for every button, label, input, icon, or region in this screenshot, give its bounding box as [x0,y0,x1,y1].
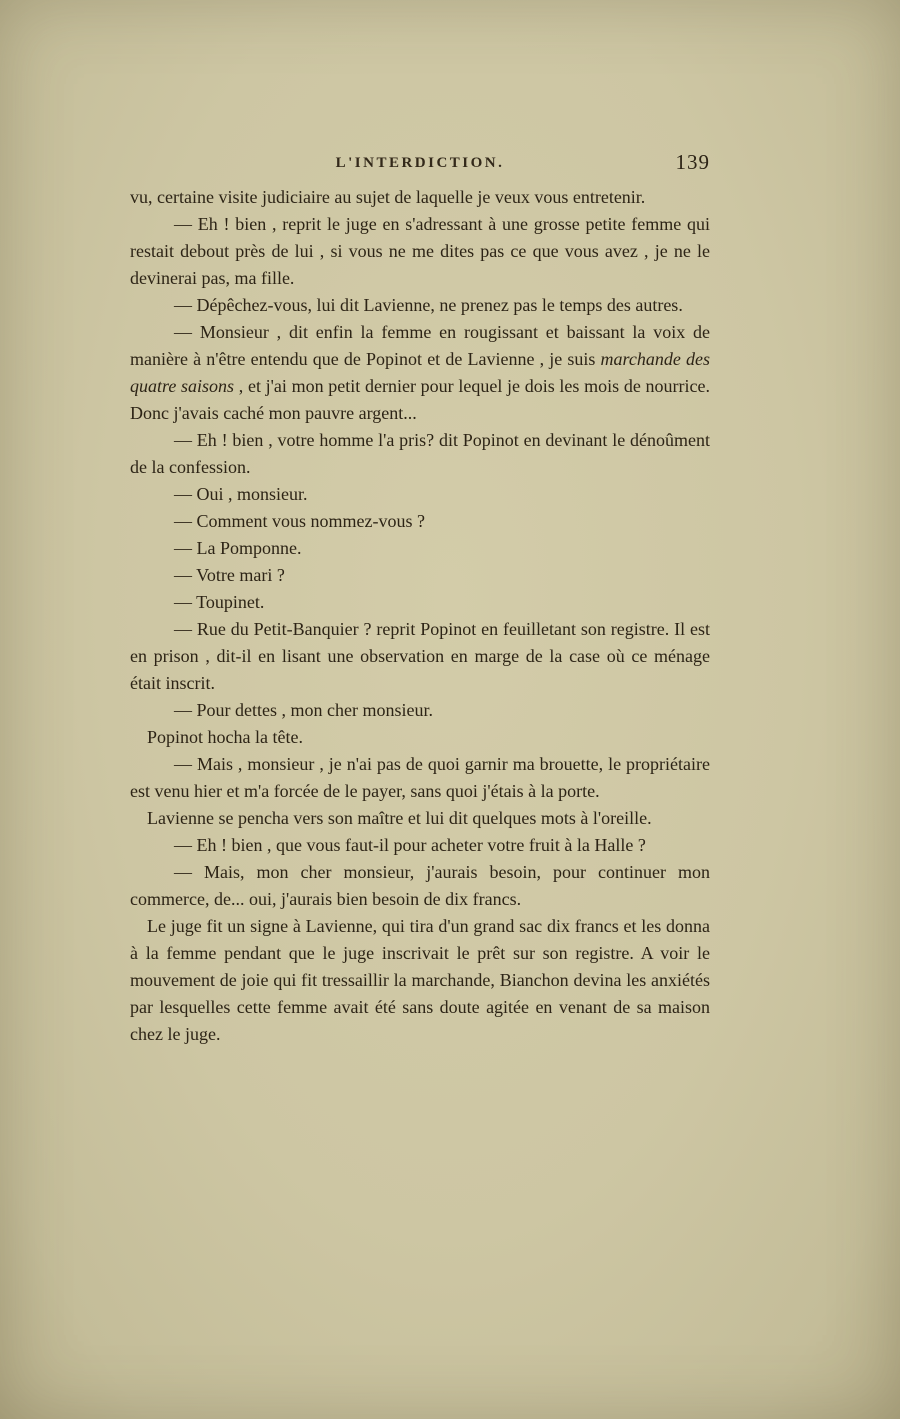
paragraph [130,427,710,481]
paragraph [130,616,710,697]
paragraph [130,535,710,562]
paragraph [130,508,710,535]
paragraph [130,292,710,319]
paragraph [130,589,710,616]
paragraph [130,697,710,724]
paragraph [130,724,710,751]
text-segment: — Eh ! bien , reprit le juge en s'adressant à une grosse petite femme qui restait debout près de lui , si vous ne me dites pas ce que vous avez , je ne le devinerai pas, ma fille. [130,214,710,288]
text-segment: — Votre mari ? [174,565,285,585]
text-segment: — Rue du Petit-Banquier ? reprit Popinot en feuilletant son registre. Il est en prison , dit-il en lisant une observation en marge de la case où ce ménage était inscrit. [130,619,710,693]
page-number: 139 [675,150,710,174]
text-segment: — Dépêchez-vous, lui dit Lavienne, ne prenez pas le temps des autres. [174,295,683,315]
paragraph [130,751,710,805]
text-segment: — Mais , monsieur , je n'ai pas de quoi garnir ma brouette, le propriétaire est venu hier et m'a forcée de le payer, sans quoi j'étais à la porte. [130,754,710,801]
text-segment: Lavienne se pencha vers son maître et lui dit quelques mots à l'oreille. [147,808,652,828]
text-block [130,184,710,1048]
page-header [130,150,710,180]
text-segment: Le juge fit un signe à Lavienne, qui tira d'un grand sac dix francs et les donna à la femme pendant que le juge inscrivait le prêt sur son registre. A voir le mouvement de joie qui fit tressaillir la marchande, Bianchon devina les anxiétés par lesquelles cette femme avait été sans doute agitée en venant de sa maison chez le juge. [130,916,710,1044]
paragraph [130,211,710,292]
text-segment: — Eh ! bien , que vous faut-il pour acheter votre fruit à la Halle ? [174,835,646,855]
running-title: L'INTERDICTION. [335,155,505,171]
text-segment: , et j'ai mon petit dernier pour lequel je dois les mois de nourrice. Donc j'avais caché mon pauvre argent... [130,376,710,423]
text-segment: — Comment vous nommez-vous ? [174,511,425,531]
paragraph [130,481,710,508]
text-segment: — Toupinet. [174,592,265,612]
text-segment: — Eh ! bien , votre homme l'a pris? dit Popinot en devinant le dénoûment de la confession. [130,430,710,477]
text-segment: — Monsieur , dit enfin la femme en rougissant et baissant la voix de manière à n'être entendu que de Popinot et de Lavienne , je suis [130,322,710,369]
text-segment: — Pour dettes , mon cher monsieur. [174,700,433,720]
text-segment: vu, certaine visite judiciaire au sujet de laquelle je veux vous entretenir. [130,187,646,207]
text-segment: Popinot hocha la tête. [147,727,303,747]
text-segment: — Oui , monsieur. [174,484,308,504]
paragraph [130,913,710,1048]
paragraph [130,184,710,211]
paragraph [130,859,710,913]
paragraph [130,805,710,832]
text-segment: — Mais, mon cher monsieur, j'aurais besoin, pour continuer mon commerce, de... oui, j'aurais bien besoin de dix francs. [130,862,710,909]
italic-phrase: marchande des quatre saisons [130,349,710,396]
paragraph [130,319,710,427]
paragraph [130,562,710,589]
paragraph [130,832,710,859]
text-segment: — La Pomponne. [174,538,302,558]
